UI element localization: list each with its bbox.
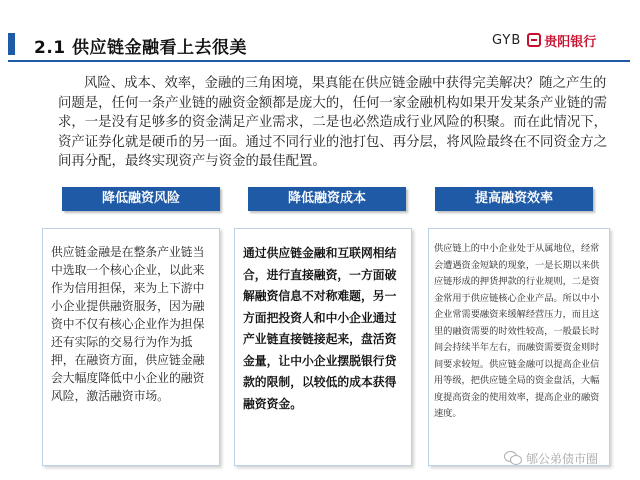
card-efficiency-text: 供应链上的中小企业处于从属地位，经常会遭遇资金短缺的现象，一是长期以来供应链形成的押货押款的行业规则，二是资金常用于供应链核心企业产品。所以中小企业常需要融资来缓解经营压力，而且这里的融资需要的时效性较高，一般最长时间会持续半年左右，而融资需要资金则时间要求较短。供应链金融可以提高企业信用等级，把供应链全局的资金盘活，大幅度提高资金的使用效率，提高企业的融资速度。 [434,243,600,419]
intro-paragraph [58,74,618,172]
card-risk-text: 供应链金融是在整条产业链当中选取一个核心企业，以此来作为信用担保，来为上下游中小企业提供融资服务，因为融资中不仅有核心企业作为担保还有实际的交易行为作为抵押，在融资方面，供应链金融会大幅度降低中小企业的融资风险，激活融资市场。 [51,245,205,403]
card-efficiency [428,228,610,466]
page-title: 2.1 供应链金融看上去很美 [34,38,248,58]
column-heading-cost: 降低融资成本 [248,187,406,211]
card-risk [42,228,220,466]
logo-name: 贵阳银行 [544,34,597,50]
watermark [504,445,598,471]
title-accent-bar [8,33,15,55]
card-cost [234,228,412,466]
column-heading-risk: 降低融资风险 [62,187,220,211]
bank-logo [492,28,596,52]
logo-latin: GYB [492,32,522,48]
intro-text: 风险、成本、效率，金融的三角困境，果真能在供应链金融中获得完美解决？随之产生的问题是，任何一条产业链的融资金额都是庞大的，任何一家金融机构如果开发某条产业链的需求，一是没有足够多的资金满足产业需求，二是也必然造成行业风险的积聚。而在此情况下，资产证券化就是硬币的另一面。通过不同行业的池打包、再分层，将风险最终在不同资金方之间再分配，最终实现资产与资金的最佳配置。 [58,76,608,170]
wechat-icon [504,451,522,465]
title-divider [8,60,630,62]
bank-logo-icon [527,33,541,47]
watermark-text: 郇公弟债市圈 [526,451,599,466]
column-heading-efficiency: 提高融资效率 [435,187,593,211]
card-cost-text: 通过供应链金融和互联网相结合，进行直接融资，一方面破解融资信息不对称难题，另一方面把投资人和中小企业通过产业链直接链接起来，盘活资金量，让中小企业摆脱银行贷款的限制，以较低的成本获得融资资金。 [243,246,397,411]
